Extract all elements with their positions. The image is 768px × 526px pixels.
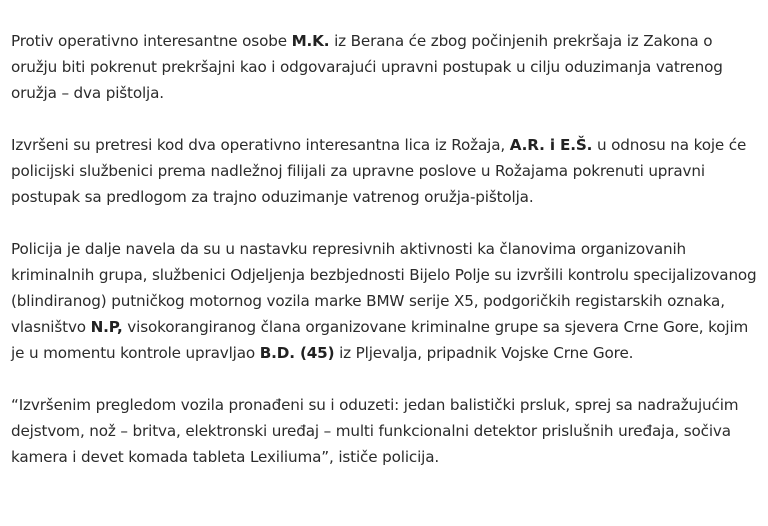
paragraph	[11, 236, 759, 366]
person-initials: M.K.	[291, 32, 330, 50]
paragraph-text: Protiv operativno interesantne osobe	[11, 32, 292, 50]
paragraph-text: “Izvršenim pregledom vozila pronađeni su i oduzeti: jedan balistički prsluk, sprej sa nadražujućim dejstvom, nož – britva, elektronski uređaj – multi funkcionalni detektor prislušnih uređaja, sočiva kamera i devet komada tableta Lexiliuma”, ističe policija.	[11, 396, 739, 466]
person-initials: B.D. (45)	[259, 344, 335, 362]
person-initials: A.R. i E.Š.	[509, 136, 593, 154]
paragraph-text: visokorangiranog člana organizovane kriminalne grupe sa sjevera Crne Gore, kojim je u momentu kontrole upravljao	[11, 318, 749, 362]
paragraph-text: u odnosu na koje će policijski službenici prema nadležnoj filijali za upravne poslove u Rožajama pokrenuti upravni postupak sa predlogom za trajno oduzimanje vatrenog oružja-pištolja.	[11, 136, 747, 206]
paragraph-quote	[11, 392, 759, 470]
person-initials: N.P,	[90, 318, 123, 336]
paragraph-text: iz Pljevalja, pripadnik Vojske Crne Gore.	[334, 344, 634, 362]
article-body	[11, 28, 759, 470]
paragraph	[11, 28, 759, 106]
paragraph-text: Izvršeni su pretresi kod dva operativno interesantna lica iz Rožaja,	[11, 136, 510, 154]
paragraph-text: Policija je dalje navela da su u nastavku represivnih aktivnosti ka članovima organizovanih kriminalnih grupa, službenici Odjeljenja bezbjednosti Bijelo Polje su izvršili kontrolu specijalizovanog (blindiranog) putničkog motornog vozila marke BMW serije X5, podgoričkih registarskih oznaka, vlasništvo	[11, 240, 757, 336]
paragraph	[11, 132, 759, 210]
paragraph-text: iz Berana će zbog počinjenih prekršaja iz Zakona o oružju biti pokrenut prekršajni kao i odgovarajući upravni postupak u cilju oduzimanja vatrenog oružja – dva pištolja.	[11, 32, 723, 102]
